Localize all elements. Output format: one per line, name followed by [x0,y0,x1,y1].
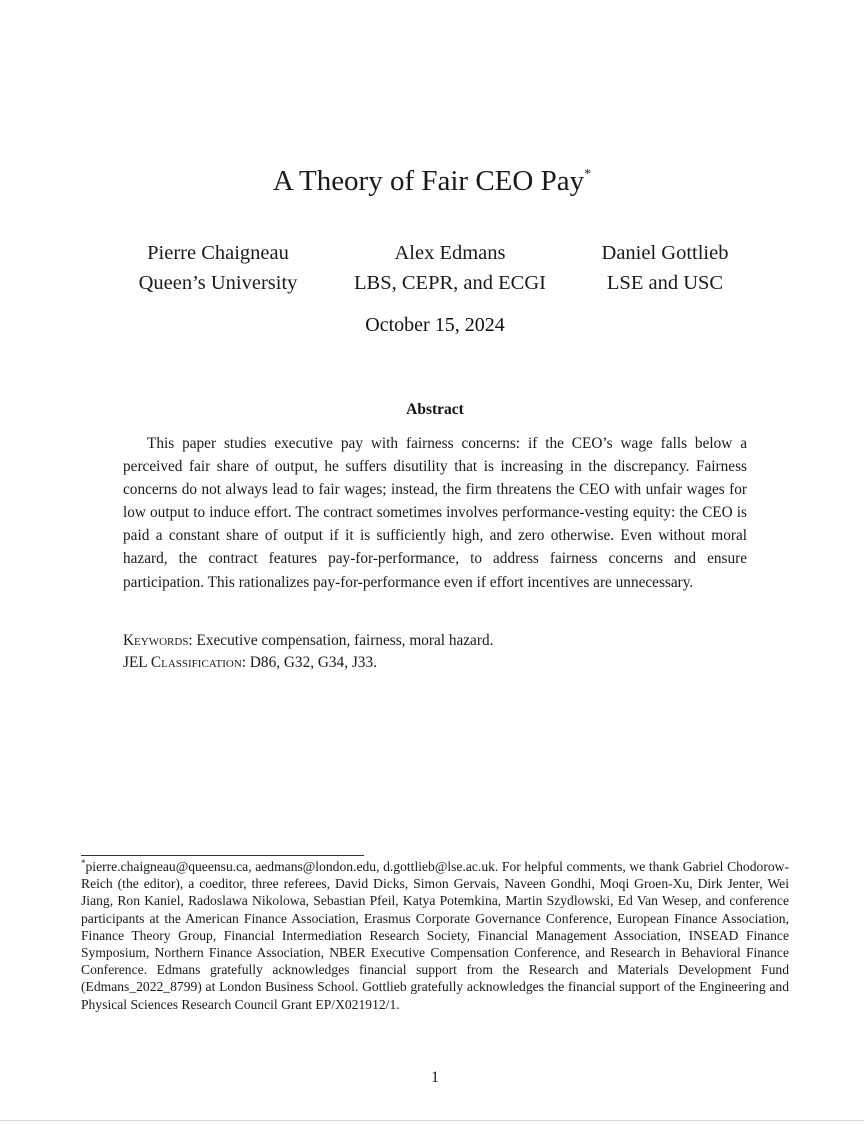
keywords-line [123,630,763,652]
footnote-rule [81,855,364,856]
author-name: Alex Edmans [394,242,506,264]
footnote-mark: * [81,858,86,868]
keywords-block [123,630,763,674]
author-2 [330,238,570,298]
jel-value: D86, G32, G34, J33. [249,654,377,671]
author-name: Pierre Chaigneau [147,242,289,264]
title-text: A Theory of Fair CEO Pay [272,165,585,197]
jel-line [123,652,763,674]
author-affiliation: Queen’s University [138,272,298,294]
author-name: Daniel Gottlieb [601,242,729,264]
paper-date: October 15, 2024 [365,314,505,336]
author-1 [118,238,318,298]
author-affiliation: LSE and USC [606,272,724,294]
jel-label: Classification: [150,654,247,671]
keywords-label: Keywords: [123,632,193,649]
author-affiliation: LBS, CEPR, and ECGI [354,272,546,294]
paper-title [0,163,864,199]
title-footnote [81,858,789,1013]
abstract-heading: Abstract [406,401,464,418]
page-number: 1 [431,1069,439,1086]
author-3 [570,238,760,298]
footnote-text: pierre.chaigneau@queensu.ca, aedmans@london.edu, d.gottlieb@lse.ac.uk. For helpful comments, we thank Gabriel Chodorow-Reich (the editor), a coeditor, three referees, David Dicks, Simon Gervais, Naveen Gondhi, Moqi Groen-Xu, Dirk Jenter, Wei Jiang, Ron Kaniel, Radoslawa Nikolowa, Sebastian Pfeil, Katya Potemkina, Martin Szydlowski, Ed Van Wesep, and conference participants at the American Finance Association, Erasmus Corporate Governance Conference, European Finance Association, Finance Theory Group, Financial Intermediation Research Society, Financial Management Association, INSEAD Finance Symposium, Northern Finance Association, NBER Executive Compensation Conference, and Research in Behavioral Finance Conference. Edmans gratefully acknowledges financial support from the Research and Materials Development Fund (Edmans_2022_8799) at London Business School. Gottlieb gratefully acknowledges the financial support of the Engineering and Physical Sciences Research Council Grant EP/X021912/1. [81,859,789,1012]
keywords-value: Executive compensation, fairness, moral hazard. [196,632,494,649]
abstract-body: This paper studies executive pay with fairness concerns: if the CEO’s wage falls below a perceived fair share of output, he suffers disutility that is increasing in the discrepancy. Fairness concerns do not always lead to fair wages; instead, the firm threatens the CEO with unfair wages for low output to induce effort. The contract sometimes involves performance-vesting equity: the CEO is paid a constant share of output if it is sufficiently high, and zero otherwise. Even without moral hazard, the contract features pay-for-performance, to address fairness concerns and ensure participation. This rationalizes pay-for-performance even if effort incentives are unnecessary. [123,435,747,591]
title-footnote-mark: * [584,167,592,182]
jel-label-prefix: JEL [123,654,151,671]
